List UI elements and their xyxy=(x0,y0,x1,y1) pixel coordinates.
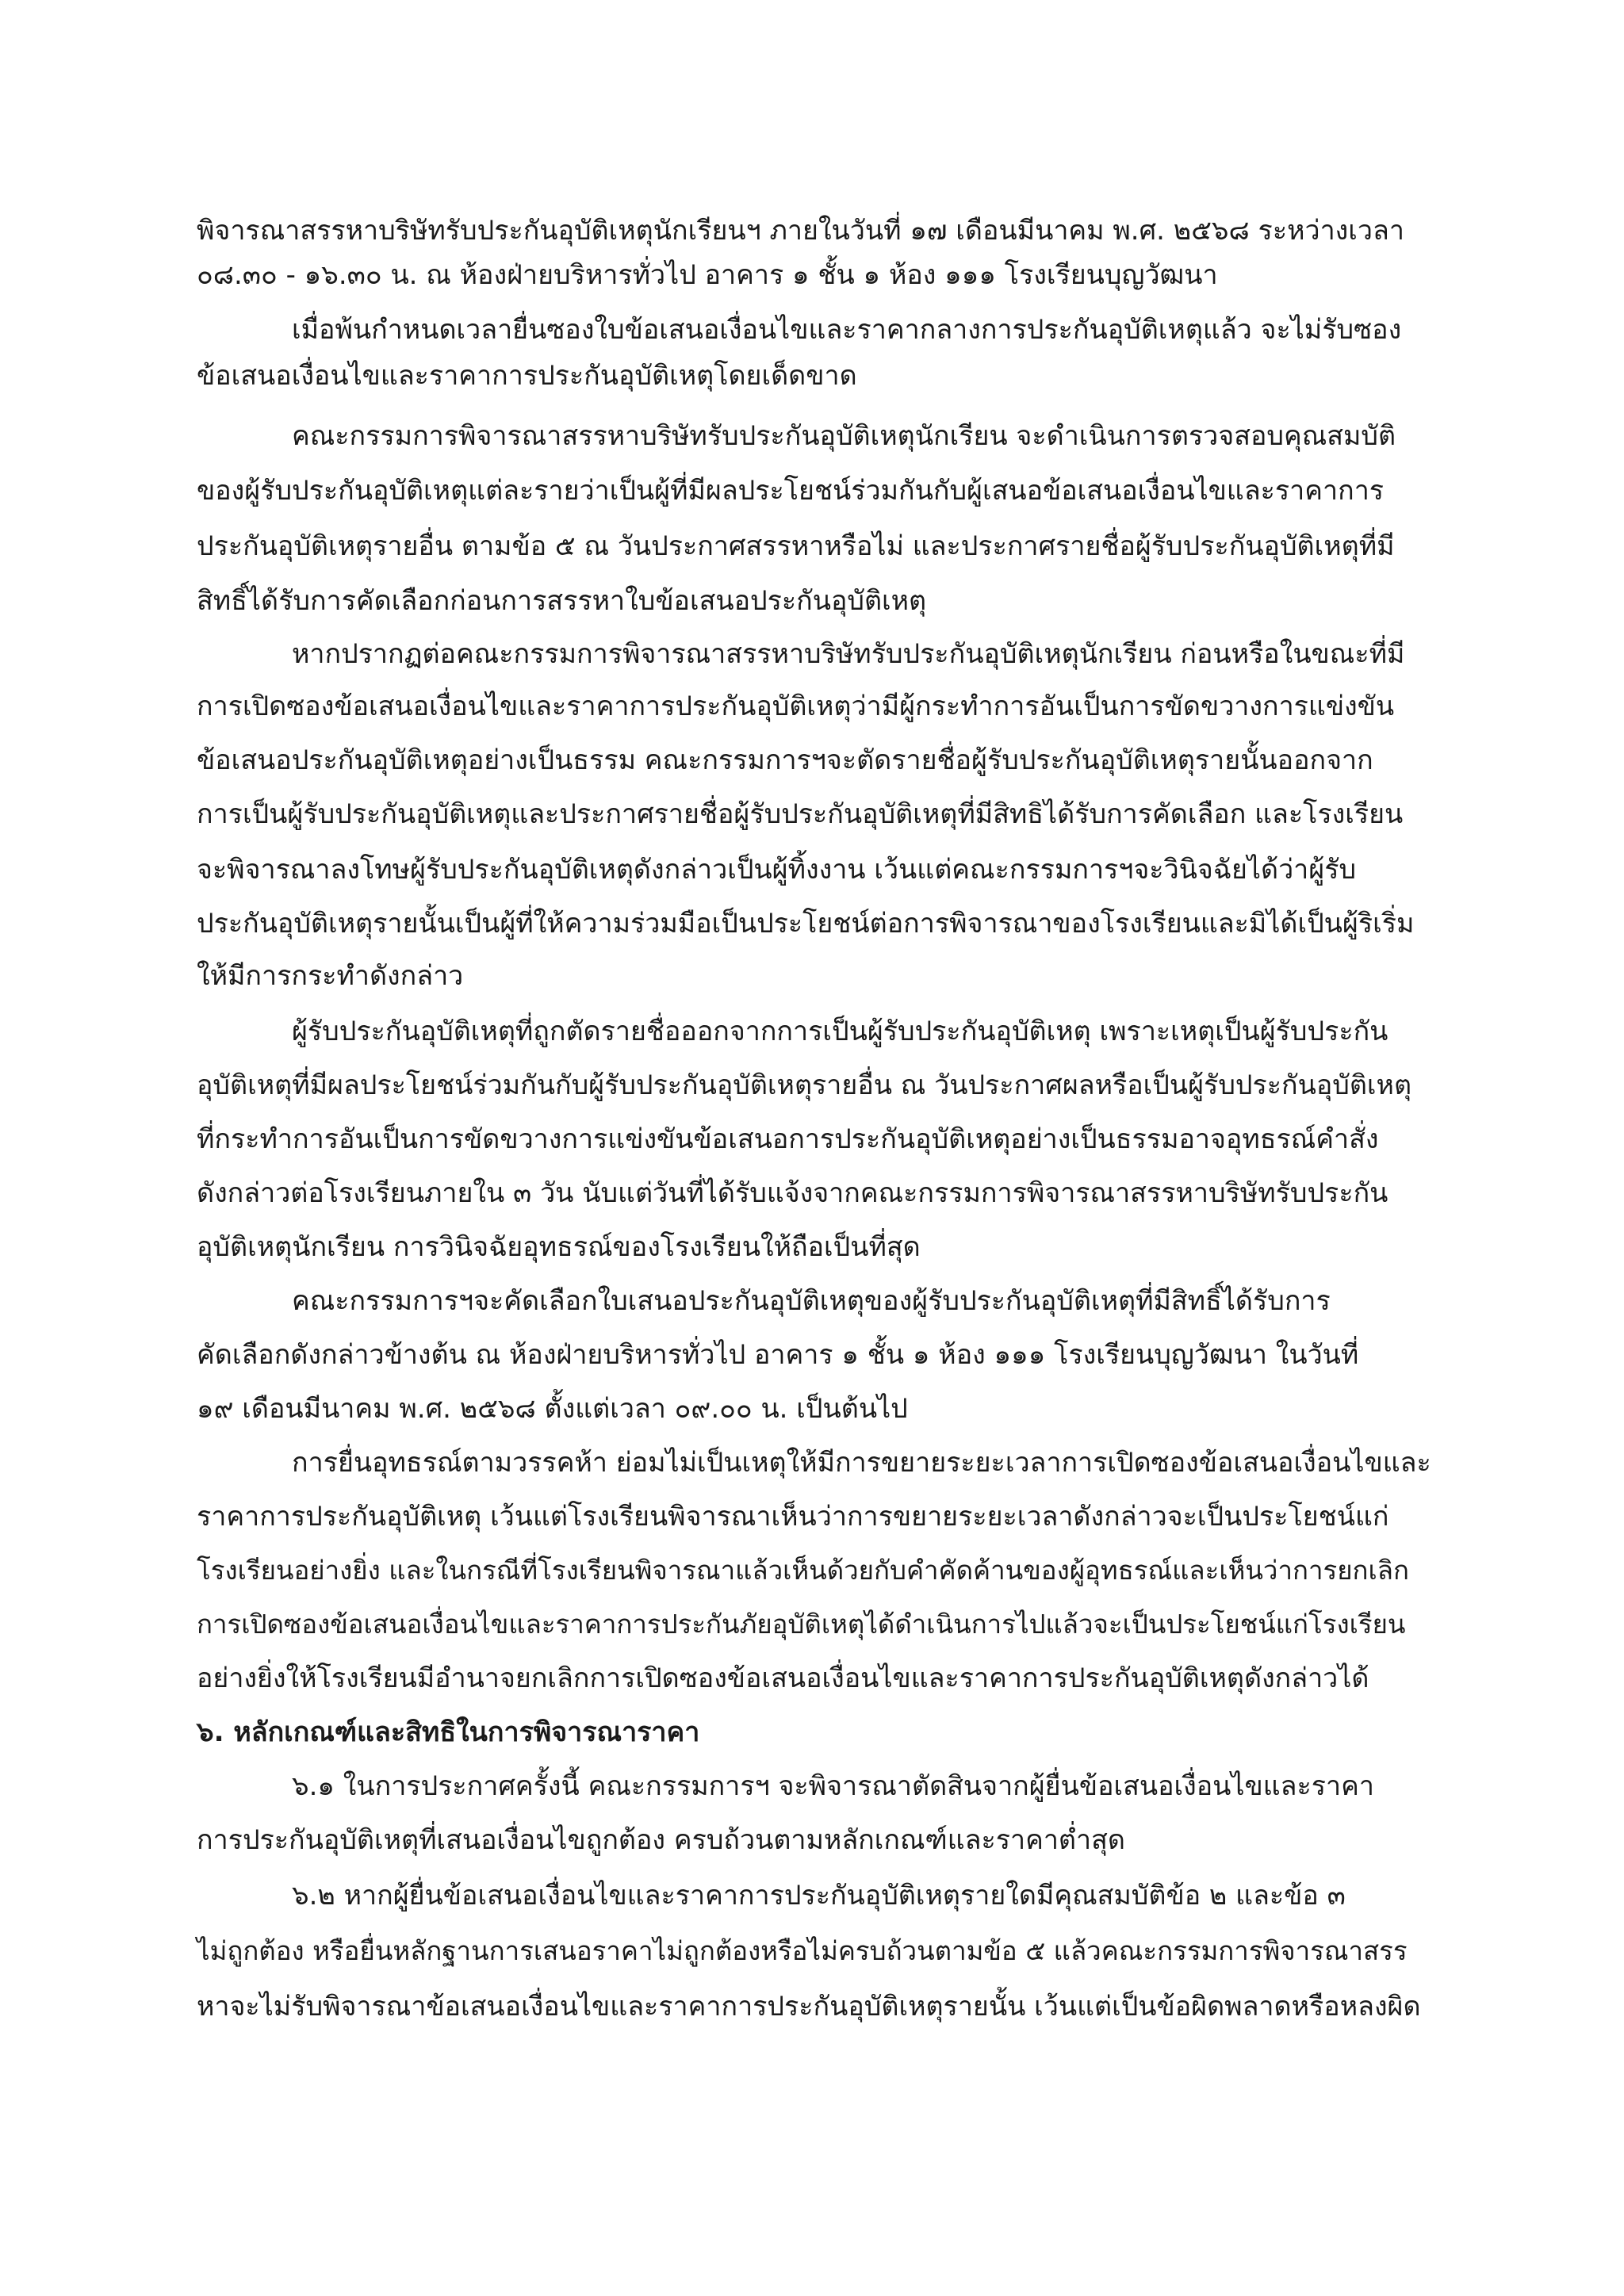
text-line: ที่กระทำการอันเป็นการขัดขวางการแข่งขันข้อเสนอการประกันอุบัติเหตุอย่างเป็นธรรมอาจอุทธรณ์คำสั่ง xyxy=(197,1123,1379,1155)
text-line: ข้อเสนอเงื่อนไขและราคาการประกันอุบัติเหตุโดยเด็ดขาด xyxy=(197,360,857,392)
text-line: คณะกรรมการพิจารณาสรรหาบริษัทรับประกันอุบัติเหตุนักเรียน จะดำเนินการตรวจสอบคุณสมบัติ xyxy=(292,420,1396,452)
text-line: ประกันอุบัติเหตุรายนั้นเป็นผู้ที่ให้ความร่วมมือเป็นประโยชน์ต่อการพิจารณาของโรงเรียนและมิได้เป็นผู้ริเริ่ม xyxy=(197,908,1415,939)
text-line: สิทธิ์ได้รับการคัดเลือกก่อนการสรรหาใบข้อเสนอประกันอุบัติเหตุ xyxy=(197,585,927,617)
text-line: คัดเลือกดังกล่าวข้างต้น ณ ห้องฝ่ายบริหารทั่วไป อาคาร ๑ ชั้น ๑ ห้อง ๑๑๑ โรงเรียนบุญวัฒนา ในวันที่ xyxy=(197,1339,1359,1371)
text-line: การเป็นผู้รับประกันอุบัติเหตุและประกาศรายชื่อผู้รับประกันอุบัติเหตุที่มีสิทธิได้รับการคัดเลือก และโรงเรียน xyxy=(197,798,1404,830)
text-line: ข้อเสนอประกันอุบัติเหตุอย่างเป็นธรรม คณะกรรมการฯจะตัดรายชื่อผู้รับประกันอุบัติเหตุรายนั้นออกจาก xyxy=(197,744,1373,776)
text-line: ราคาการประกันอุบัติเหตุ เว้นแต่โรงเรียนพิจารณาเห็นว่าการขยายระยะเวลาดังกล่าวจะเป็นประโยชน์แก่ xyxy=(197,1501,1389,1533)
text-line: หากปรากฏต่อคณะกรรมการพิจารณาสรรหาบริษัทรับประกันอุบัติเหตุนักเรียน ก่อนหรือในขณะที่มี xyxy=(292,638,1405,670)
text-line: จะพิจารณาลงโทษผู้รับประกันอุบัติเหตุดังกล่าวเป็นผู้ทิ้งงาน เว้นแต่คณะกรรมการฯจะวินิจฉัยได้ว่าผู้รับ xyxy=(197,854,1357,886)
text-line: การเปิดซองข้อเสนอเงื่อนไขและราคาการประกันภัยอุบัติเหตุได้ดำเนินการไปแล้วจะเป็นประโยชน์แก่โรงเรียน xyxy=(197,1609,1406,1640)
text-line: ประกันอุบัติเหตุรายอื่น ตามข้อ ๕ ณ วันประกาศสรรหาหรือไม่ และประกาศรายชื่อผู้รับประกันอุบัติเหตุที่มี xyxy=(197,530,1395,562)
text-line: พิจารณาสรรหาบริษัทรับประกันอุบัติเหตุนักเรียนฯ ภายในวันที่ ๑๗ เดือนมีนาคม พ.ศ. ๒๕๖๘ ระหว่างเวลา xyxy=(197,215,1404,247)
text-line: อุบัติเหตุที่มีผลประโยชน์ร่วมกันกับผู้รับประกันอุบัติเหตุรายอื่น ณ วันประกาศผลหรือเป็นผู้รับประกันอุบัติเหตุ xyxy=(197,1070,1412,1101)
text-line: คณะกรรมการฯจะคัดเลือกใบเสนอประกันอุบัติเหตุของผู้รับประกันอุบัติเหตุที่มีสิทธิ์ได้รับการ xyxy=(292,1285,1331,1317)
text-line: ของผู้รับประกันอุบัติเหตุแต่ละรายว่าเป็นผู้ที่มีผลประโยชน์ร่วมกันกับผู้เสนอข้อเสนอเงื่อนไขและราคาการ xyxy=(197,475,1385,507)
text-line: หาจะไม่รับพิจารณาข้อเสนอเงื่อนไขและราคาการประกันอุบัติเหตุรายนั้น เว้นแต่เป็นข้อผิดพลาดหรือหลงผิด xyxy=(197,1991,1421,2022)
text-line: โรงเรียนอย่างยิ่ง และในกรณีที่โรงเรียนพิจารณาแล้วเห็นด้วยกับคำคัดค้านของผู้อุทธรณ์และเห็นว่าการยกเลิก xyxy=(197,1555,1410,1586)
text-line: ๖.๒ หากผู้ยื่นข้อเสนอเงื่อนไขและราคาการประกันอุบัติเหตุรายใดมีคุณสมบัติข้อ ๒ และข้อ ๓ xyxy=(292,1880,1346,1911)
section-heading: ๖. หลักเกณฑ์และสิทธิในการพิจารณาราคา xyxy=(197,1716,700,1748)
text-line: การประกันอุบัติเหตุที่เสนอเงื่อนไขถูกต้อง ครบถ้วนตามหลักเกณฑ์และราคาต่ำสุด xyxy=(197,1824,1125,1856)
text-line: อุบัติเหตุนักเรียน การวินิจฉัยอุทธรณ์ของโรงเรียนให้ถือเป็นที่สุด xyxy=(197,1231,921,1263)
text-line: การยื่นอุทธรณ์ตามวรรคห้า ย่อมไม่เป็นเหตุให้มีการขยายระยะเวลาการเปิดซองข้อเสนอเงื่อนไขและ xyxy=(292,1447,1431,1479)
text-line: ไม่ถูกต้อง หรือยื่นหลักฐานการเสนอราคาไม่ถูกต้องหรือไม่ครบถ้วนตามข้อ ๕ แล้วคณะกรรมการพิจารณาสรร xyxy=(197,1935,1408,1966)
text-line: ผู้รับประกันอุบัติเหตุที่ถูกตัดรายชื่อออกจากการเป็นผู้รับประกันอุบัติเหตุ เพราะเหตุเป็นผู้รับประกัน xyxy=(292,1016,1388,1047)
text-line: เมื่อพ้นกำหนดเวลายื่นซองใบข้อเสนอเงื่อนไขและราคากลางการประกันอุบัติเหตุแล้ว จะไม่รับซอง xyxy=(292,314,1402,346)
text-line: ๐๘.๓๐ - ๑๖.๓๐ น. ณ ห้องฝ่ายบริหารทั่วไป อาคาร ๑ ชั้น ๑ ห้อง ๑๑๑ โรงเรียนบุญวัฒนา xyxy=(197,259,1218,291)
text-line: ๖.๑ ในการประกาศครั้งนี้ คณะกรรมการฯ จะพิจารณาตัดสินจากผู้ยื่นข้อเสนอเงื่อนไขและราคา xyxy=(292,1770,1374,1802)
text-line: ๑๙ เดือนมีนาคม พ.ศ. ๒๕๖๘ ตั้งแต่เวลา ๐๙.๐๐ น. เป็นต้นไป xyxy=(197,1393,908,1425)
text-line: อย่างยิ่งให้โรงเรียนมีอำนาจยกเลิกการเปิดซองข้อเสนอเงื่อนไขและราคาการประกันอุบัติเหตุดังกล่าวได้ xyxy=(197,1663,1369,1694)
text-line: ให้มีการกระทำดังกล่าว xyxy=(197,960,464,992)
text-line: ดังกล่าวต่อโรงเรียนภายใน ๓ วัน นับแต่วันที่ได้รับแจ้งจากคณะกรรมการพิจารณาสรรหาบริษัทรับประกัน xyxy=(197,1177,1388,1209)
text-line: การเปิดซองข้อเสนอเงื่อนไขและราคาการประกันอุบัติเหตุว่ามีผู้กระทำการอันเป็นการขัดขวางการแข่งขัน xyxy=(197,691,1395,722)
